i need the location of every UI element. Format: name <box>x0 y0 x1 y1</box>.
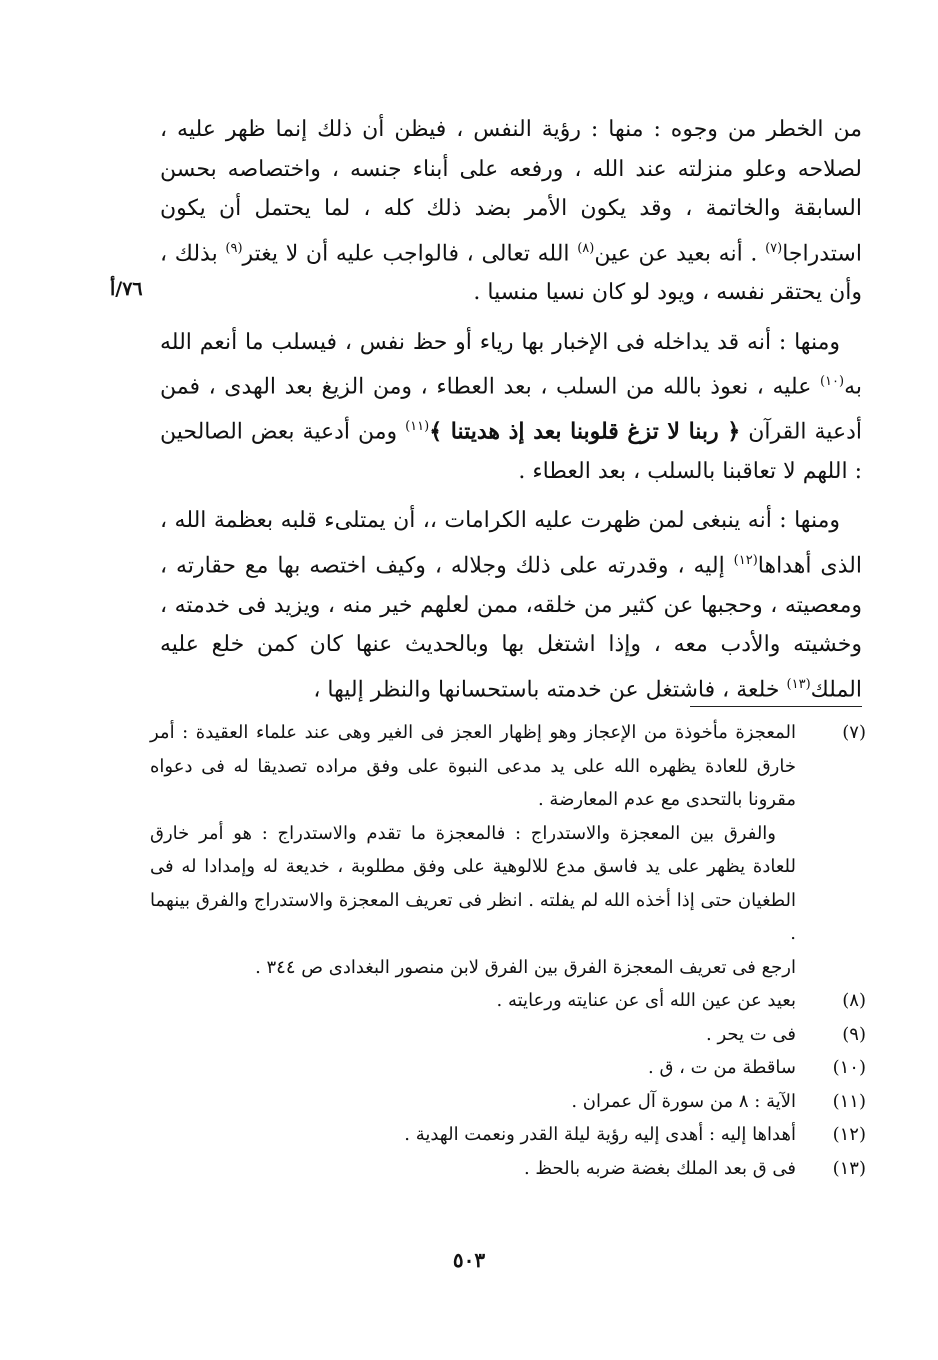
footnote-text <box>150 1118 796 1152</box>
body-text-run: خلعة ، فاشتغل عن خدمته باستحسانها والنظر إليها ، <box>313 677 787 703</box>
footnote-marker: (١٢) <box>733 552 758 568</box>
quran-verse: ﴿ ربنا لا تزغ قلوبنا بعد إذ هديتنا ﴾ <box>429 418 741 445</box>
footnote-paragraph: والفرق بين المعجزة والاستدراج : فالمعجزة ما تقدم والاستدراج : هو أمر خارق للعادة يظهر على يد فاسق مدع للالوهية على وفق مطلوبة ، خديعة له وإمدادا له فى الطغيان حتى إذا أخذه الله لم يفلته . انظر فى تعريف المعجزة والاستدراج والفرق بينهما . <box>150 822 796 944</box>
footnotes-section <box>150 716 866 1185</box>
page-number: ٥٠٣ <box>452 1248 486 1272</box>
footnote-text <box>150 1152 796 1186</box>
footnote-item <box>150 1018 866 1052</box>
footnote-paragraph: بعيد عن عين الله أى عن عنايته ورعايته . <box>496 990 796 1011</box>
footnote-number: (٧) <box>842 722 866 743</box>
footnote-marker: (١٠) <box>819 374 845 390</box>
body-text-run: ومن أدعية بعض الصالحين : اللهم لا تعاقبنا بالسلب ، بعد العطاء . <box>160 419 862 484</box>
body-text-run: ومنها : أنه ينبغى لمن ظهرت عليه الكرامات ،، أن يمتلىء قلبه بعظمة الله ، الذى أهداها <box>160 508 862 579</box>
main-body-text <box>160 110 862 720</box>
footnote-item <box>150 1085 866 1119</box>
body-paragraph <box>160 323 862 492</box>
footnote-marker: (١١) <box>405 419 430 435</box>
footnote-paragraph: ساقطة من ت ، ق . <box>648 1057 796 1078</box>
footnote-text <box>150 1018 796 1052</box>
footnote-marker: (١٣) <box>786 676 811 692</box>
body-text-run: ومنها : أنه قد يداخله فى الإخبار بها رياء أو حظ نفس ، فيسلب ما أنعم الله به <box>160 329 862 400</box>
body-text-run: . أنه بعيد عن عين <box>594 240 766 266</box>
body-text-run: إليه ، وقدرته على ذلك وجلاله ، وكيف اختصه بها مع حقارته ، ومعصيته ، وحجبها عن كثير من خلقه، ممن لعلهم خير منه ، ويزيد فى خدمته ، وخشيته والأدب معه ، وإذا اشتغل بها وبالحديث عنها كان كمن خلع عليه الملك <box>160 553 862 703</box>
footnote-text <box>150 1085 796 1119</box>
footnote-number: (١١) <box>832 1090 866 1112</box>
footnote-number: (٨) <box>842 990 866 1011</box>
footnote-number: (١٠) <box>832 1057 866 1078</box>
footnote-text <box>150 1051 796 1085</box>
footnote-paragraph: فى ت يحر . <box>706 1023 796 1045</box>
body-paragraph <box>160 501 862 709</box>
body-text-run: عليه ، نعوذ بالله من السلب ، بعد العطاء ، ومن الزيغ بعد الهدى ، فمن أدعية القرآن <box>160 374 862 445</box>
body-text-run: من الخطر من وجوه : منها : رؤية النفس ، فيظن أن ذلك إنما ظهر عليه ، لصلاحه وعلو منزلته عند الله ، ورفعه على أبناء جنسه ، واختصاصه بحسن السابقة والخاتمة ، وقد يكون الأمر بضد ذلك كله ، لما يحتمل أن يكون استدراجا <box>160 117 862 266</box>
footnote-marker: (٨) <box>577 240 595 256</box>
footnote-marker: (٩) <box>225 240 243 256</box>
footnote-text <box>150 716 796 984</box>
footnote-number: (١٢) <box>832 1124 866 1145</box>
footnote-paragraph: المعجزة مأخوذة من الإعجاز وهو إظهار العجز فى الغير وهى عند علماء العقيدة : أمر خارق للعادة يظهره الله على يد مدعى النبوة على وفق مراده تصديقا له فى دعواه مقرونا بالتحدى مع عدم المعارضة . <box>150 722 796 810</box>
footnote-item <box>150 716 866 984</box>
body-paragraph <box>160 110 862 313</box>
footnote-text <box>150 984 796 1018</box>
body-text-run: بذلك ، وأن يحتقر نفسه ، ويود لو كان نسيا منسيا . <box>160 240 862 306</box>
footnote-marker: (٧) <box>765 240 783 256</box>
footnote-item <box>150 1152 866 1186</box>
footnote-item <box>150 984 866 1018</box>
footnote-paragraph: ارجع فى تعريف المعجزة الفرق بين الفرق لابن منصور البغدادى ص ٣٤٤ . <box>255 956 796 978</box>
footnote-separator <box>690 706 862 707</box>
footnote-number: (٩) <box>842 1023 866 1045</box>
footnote-paragraph: الآية : ٨ من سورة آل عمران . <box>571 1090 796 1112</box>
body-text-run: الله تعالى ، فالواجب عليه أن لا يغتر <box>242 240 578 266</box>
footnote-paragraph: فى ق بعد الملك بغضة ضربه بالحظ . <box>523 1157 796 1179</box>
footnote-item <box>150 1051 866 1085</box>
footnote-paragraph: أهداها إليه : أهدى إليه رؤية ليلة القدر ونعمت الهدية . <box>404 1124 796 1145</box>
manuscript-folio-note: ٧٦/أ <box>110 278 143 300</box>
footnote-number: (١٣) <box>832 1157 866 1179</box>
footnote-item <box>150 1118 866 1152</box>
